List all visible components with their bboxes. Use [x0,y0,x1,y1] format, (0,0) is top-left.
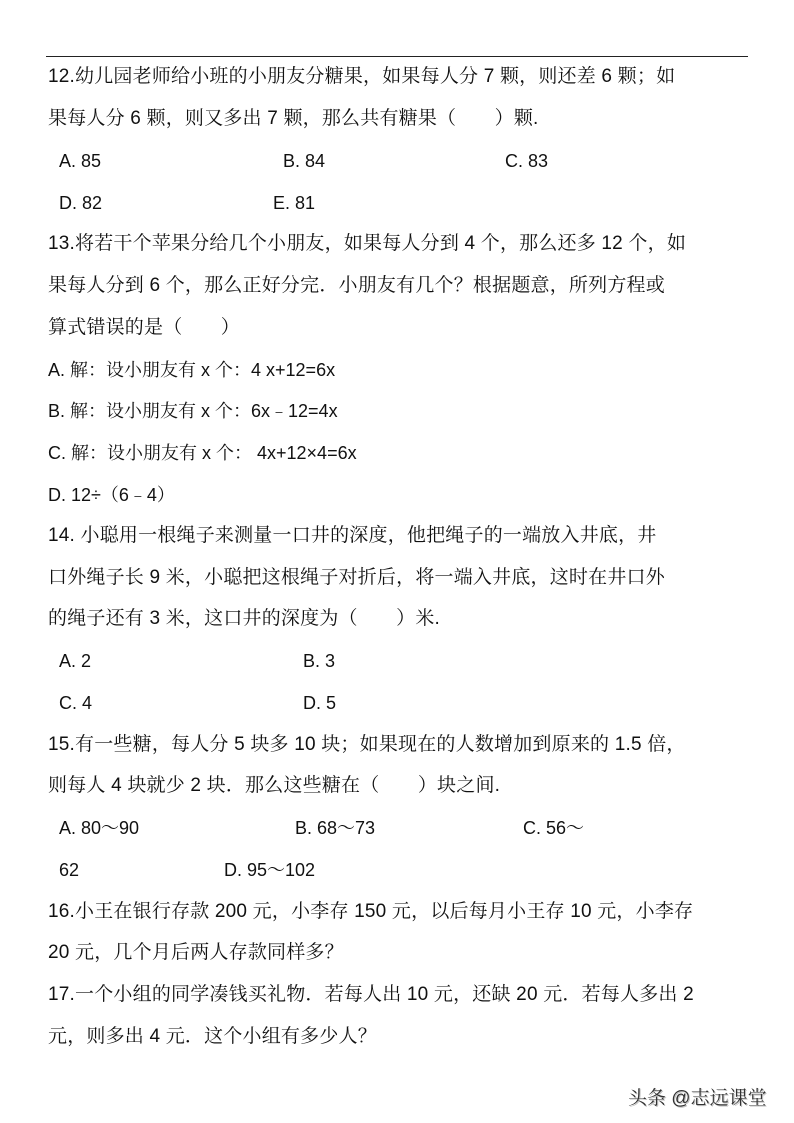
question-text-line: 元，则多出 4 元．这个小组有多少人？ [48,1026,377,1047]
option-b: B. 68～73 [295,818,376,838]
option-a: A. 解：设小朋友有 x 个：4 x+12=6x [48,360,336,380]
option-d: D. 82 [59,193,103,213]
top-divider [46,56,748,57]
question-text-line: 果每人分 6 颗，则又多出 7 颗，那么共有糖果（ ）颗. [48,108,539,129]
option-c: C. 解：设小朋友有 x 个： 4x+12×4=6x [48,443,357,463]
option-a: A. 85 [59,151,102,171]
option-c: C. 56～ [523,818,585,838]
option-c: C. 4 [59,693,93,713]
question-text-line: 的绳子还有 3 米，这口井的深度为（ ）米. [48,608,441,629]
option-a: A. 80～90 [59,818,140,838]
question-text-line: 13.将若干个苹果分给几个小朋友，如果每人分到 4 个，那么还多 12 个，如 [48,233,687,254]
option-c-continued: 62 [59,860,80,880]
question-text-line: 20 元，几个月后两人存款同样多？ [48,942,344,963]
option-e: E. 81 [273,193,316,213]
question-text-line: 12.幼儿园老师给小班的小朋友分糖果，如果每人分 7 颗，则还差 6 颗；如 [48,66,676,87]
option-b: B. 3 [303,651,336,671]
question-text-line: 17.一个小组的同学凑钱买礼物．若每人出 10 元，还缺 20 元．若每人多出 2 [48,984,694,1005]
option-d: D. 12÷（6﹣4） [48,485,175,505]
option-b: B. 84 [283,151,326,171]
question-text-line: 果每人分到 6 个，那么正好分完．小朋友有几个？根据题意，所列方程或 [48,275,665,296]
option-c: C. 83 [505,151,549,171]
option-d: D. 5 [303,693,337,713]
question-text-line: 口外绳子长 9 米，小聪把这根绳子对折后，将一端入井底，这时在井口外 [48,567,665,588]
option-a: A. 2 [59,651,92,671]
question-text-line: 则每人 4 块就少 2 块．那么这些糖在（ ）块之间. [48,775,501,796]
option-d: D. 95～102 [224,860,316,880]
question-text-line: 16.小王在银行存款 200 元，小李存 150 元，以后每月小王存 10 元，小李存 [48,901,694,922]
question-text-line: 14. 小聪用一根绳子来测量一口井的深度，他把绳子的一端放入井底，井 [48,525,657,546]
question-text-line: 算式错误的是（ ） [48,317,241,338]
option-b: B. 解：设小朋友有 x 个：6x﹣12=4x [48,401,338,421]
question-text-line: 15.有一些糖，每人分 5 块多 10 块；如果现在的人数增加到原来的 1.5 倍， [48,734,686,755]
watermark: 头条 @志远课堂 [628,1088,767,1109]
